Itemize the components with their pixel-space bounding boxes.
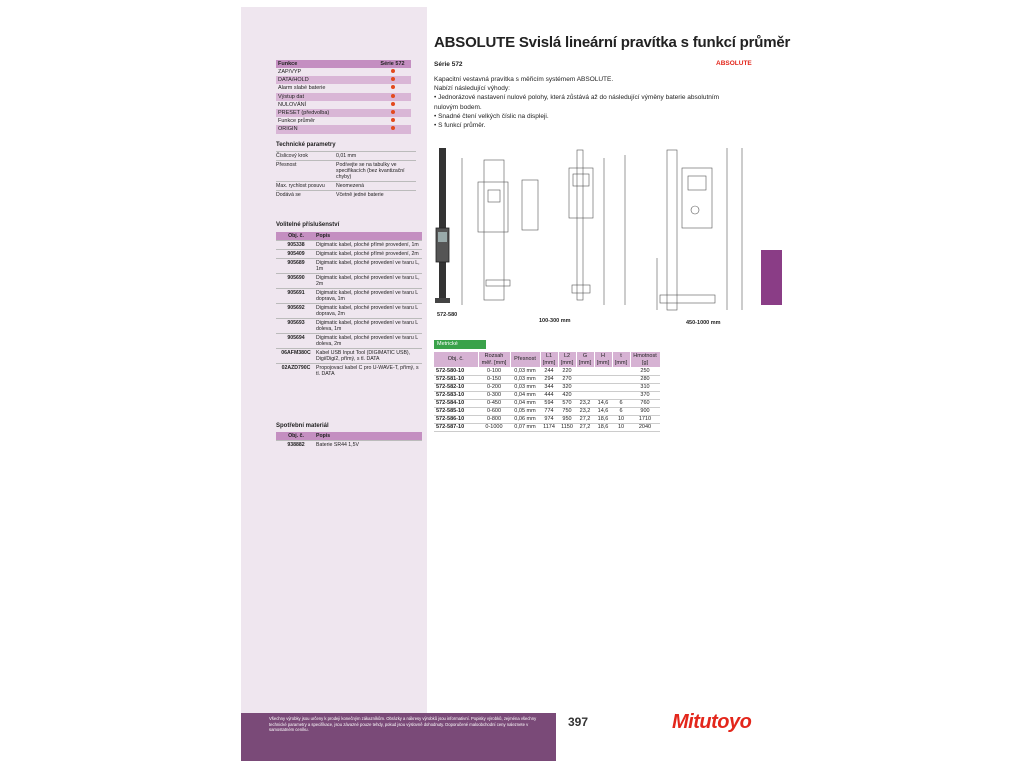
spec-cell: 344 [540, 383, 558, 391]
accessory-code: 905689 [287, 260, 305, 266]
spec-cell: 0-300 [478, 391, 510, 399]
spec-cell: 10 [612, 415, 630, 423]
accessories-header [276, 232, 422, 240]
spec-row [434, 399, 660, 407]
spec-cell: 974 [540, 415, 558, 423]
spec-cell: 0-600 [478, 407, 510, 415]
function-label: Výstup dat [278, 93, 304, 100]
function-row [276, 68, 411, 76]
accessory-code: 905409 [287, 251, 305, 257]
spec-cell: 14,6 [594, 407, 612, 415]
accessory-code: 905693 [287, 320, 305, 326]
spec-cell: 320 [558, 383, 576, 391]
checkmark-dot-icon [391, 118, 395, 122]
accessory-desc: Digimatic kabel, ploché provedení ve tvaru L doleva, 1m [316, 320, 418, 332]
spec-cell: 750 [558, 407, 576, 415]
spec-cell: 1710 [630, 415, 660, 423]
accessory-desc: Digimatic kabel, ploché provedení ve tvaru L doprava, 1m [316, 290, 418, 302]
function-row [276, 117, 411, 125]
spec-cell: 370 [630, 391, 660, 399]
spec-cell: 18,6 [594, 415, 612, 423]
spec-cell: 572-586-10 [434, 415, 478, 423]
spec-cell: 572-583-10 [434, 391, 478, 399]
spec-cell: 570 [558, 399, 576, 407]
functions-table [276, 60, 411, 134]
accessory-desc: Propojovací kabel C pro U-WAVE-T, přímý, s tl. DATA [316, 365, 419, 377]
spec-cell: 294 [540, 375, 558, 383]
checkmark-dot-icon [391, 85, 395, 89]
spec-cell: 420 [558, 391, 576, 399]
accessory-code: 905691 [287, 290, 305, 296]
checkmark-dot-icon [391, 102, 395, 106]
spec-cell: 572-580-10 [434, 367, 478, 375]
caption-photo: 572-580 [437, 312, 458, 318]
feature-list [434, 93, 724, 130]
spec-cell: 0-100 [478, 367, 510, 375]
function-row [276, 93, 411, 101]
accessory-desc: Digimatic kabel, ploché přímé provedení, 2m [316, 251, 419, 257]
spec-cell: 1150 [558, 423, 576, 431]
consumables-table [276, 432, 422, 449]
drawing-450-1000 [657, 148, 742, 310]
functions-header [276, 60, 411, 68]
spec-cell: 0,04 mm [510, 399, 540, 407]
spec-cell [612, 375, 630, 383]
tech-key: Číslicový krok [276, 153, 308, 159]
tech-value: Neomezená [336, 183, 364, 189]
spec-row [434, 407, 660, 415]
tech-row [276, 190, 416, 199]
function-label: DATA/HOLD [278, 77, 309, 84]
function-label: Alarm slabé baterie [278, 85, 326, 92]
spec-cell [594, 383, 612, 391]
spec-header: Přesnost [510, 352, 540, 367]
spec-cell: 0-150 [478, 375, 510, 383]
spec-cell: 0,06 mm [510, 415, 540, 423]
accessory-code: 905690 [287, 275, 305, 281]
spec-row [434, 375, 660, 383]
spec-cell: 572-581-10 [434, 375, 478, 383]
feature-item: • Snadné čtení velkých číslic na displeji. [434, 112, 724, 121]
accessory-row [276, 240, 422, 249]
caption-drawing-450-1000: 450-1000 mm [686, 320, 721, 326]
spec-cell: 23,2 [576, 399, 594, 407]
tech-key: Max. rychlost posuvu [276, 183, 325, 189]
tech-title: Technické parametry [276, 142, 336, 148]
accessory-row [276, 333, 422, 348]
tech-value: Včetně jedné baterie [336, 192, 384, 198]
spec-cell [594, 375, 612, 383]
checkmark-dot-icon [391, 77, 395, 81]
drawing-100-300 [462, 150, 625, 305]
spec-header: Hmotnost [g] [630, 352, 660, 367]
function-label: PRESET (předvolba) [278, 110, 330, 117]
accessories-title: Volitelné příslušenství [276, 222, 340, 228]
spec-cell: 10 [612, 423, 630, 431]
consumables-header [276, 432, 422, 440]
spec-header: Obj. č. [434, 352, 478, 367]
spec-cell [594, 391, 612, 399]
function-row [276, 76, 411, 84]
accessory-row [276, 258, 422, 273]
consumables-col-code: Obj. č. [288, 433, 304, 439]
tech-value: 0,01 mm [336, 153, 357, 159]
consumable-code: 938882 [287, 442, 305, 448]
accessory-desc: Digimatic kabel, ploché provedení ve tvaru L doleva, 2m [316, 335, 418, 347]
section-tab [761, 250, 782, 305]
spec-cell: 0,03 mm [510, 375, 540, 383]
function-label: ORIGIN [278, 126, 298, 133]
accessories-col-code: Obj. č. [288, 233, 304, 239]
accessories-col-desc: Popis [316, 233, 331, 239]
accessory-desc: Digimatic kabel, ploché přímé provedení, 1m [316, 242, 419, 248]
accessory-row [276, 348, 422, 363]
function-row [276, 125, 411, 133]
spec-cell: 270 [558, 375, 576, 383]
spec-cell: 220 [558, 367, 576, 375]
description [434, 75, 724, 130]
spec-cell: 0,04 mm [510, 391, 540, 399]
checkmark-dot-icon [391, 110, 395, 114]
spec-cell: 0,07 mm [510, 423, 540, 431]
description-line: Kapacitní vestavná pravítka s měřicím systémem ABSOLUTE. [434, 76, 614, 83]
tech-key: Dodává se [276, 192, 301, 198]
function-label: Funkce průměr [278, 118, 315, 125]
spec-cell: 0,05 mm [510, 407, 540, 415]
absolute-logo: ABSOLUTE [716, 60, 752, 67]
accessory-desc: Digimatic kabel, ploché provedení ve tvaru L, 1m [316, 260, 420, 272]
spec-row [434, 423, 660, 431]
tech-table [276, 151, 416, 199]
product-photo [435, 148, 450, 303]
spec-cell: 280 [630, 375, 660, 383]
functions-col-label: Funkce [278, 61, 298, 67]
spec-header: G [mm] [576, 352, 594, 367]
spec-cell: 572-582-10 [434, 383, 478, 391]
spec-header: t [mm] [612, 352, 630, 367]
spec-cell: 444 [540, 391, 558, 399]
function-row [276, 101, 411, 109]
accessory-row [276, 318, 422, 333]
accessory-desc: Digimatic kabel, ploché provedení ve tvaru L, 2m [316, 275, 420, 287]
accessory-code: 905338 [287, 242, 305, 248]
spec-cell: 0,03 mm [510, 367, 540, 375]
accessory-code: 06AFM380C [281, 350, 311, 356]
checkmark-dot-icon [391, 94, 395, 98]
feature-item: • Jednorázové nastavení nulové polohy, která zůstává až do následující výměny baterie absolutním nulovým bodem. [434, 93, 724, 111]
spec-cell [612, 391, 630, 399]
spec-cell: 2040 [630, 423, 660, 431]
spec-cell: 310 [630, 383, 660, 391]
accessory-desc: Digimatic kabel, ploché provedení ve tvaru L doprava, 2m [316, 305, 418, 317]
tech-row [276, 151, 416, 160]
tech-key: Přesnost [276, 162, 297, 168]
footer-disclaimer: Všechny výrobky jsou určeny k prodeji konečným zákazníkům. Obrázky a nákresy výrobků jsou informativní. Popisky výrobků, zejména všechny technické parametry a specifikace, jsou závazné pouze tehdy, pokud jsou výslovně dohodnuty. Doporučené maloobchodní ceny naleznete v samostatném ceníku. [241, 713, 556, 761]
accessory-row [276, 363, 422, 378]
consumables-col-desc: Popis [316, 433, 331, 439]
feature-item: • S funkcí průměr. [434, 121, 724, 130]
spec-cell: 250 [630, 367, 660, 375]
description-line: Nabízí následující výhody: [434, 85, 510, 93]
accessories-table [276, 232, 422, 378]
spec-cell [576, 391, 594, 399]
spec-row [434, 415, 660, 423]
spec-cell [612, 383, 630, 391]
checkmark-dot-icon [391, 126, 395, 130]
spec-header: L1 [mm] [540, 352, 558, 367]
spec-cell [612, 367, 630, 375]
spec-cell: 572-584-10 [434, 399, 478, 407]
spec-cell: 27,2 [576, 423, 594, 431]
accessory-row [276, 273, 422, 288]
spec-cell: 594 [540, 399, 558, 407]
spec-cell: 572-585-10 [434, 407, 478, 415]
spec-cell [576, 383, 594, 391]
spec-cell: 14,6 [594, 399, 612, 407]
spec-cell: 0-200 [478, 383, 510, 391]
spec-row [434, 383, 660, 391]
spec-cell: 0-800 [478, 415, 510, 423]
page-title: ABSOLUTE Svislá lineární pravítka s funkcí průměr [434, 34, 791, 51]
accessory-code: 02AZD790C [281, 365, 311, 371]
spec-cell: 900 [630, 407, 660, 415]
spec-cell [576, 367, 594, 375]
spec-cell: 950 [558, 415, 576, 423]
spec-header: L2 [mm] [558, 352, 576, 367]
spec-row [434, 367, 660, 375]
spec-header: Rozsah měř. [mm] [478, 352, 510, 367]
consumable-desc: Baterie SR44 1,5V [316, 442, 359, 448]
tech-value: Podívejte se na tabulky ve specifikacích (bez kvantizační chyby) [336, 162, 405, 180]
page-number: 397 [568, 715, 589, 729]
spec-cell: 23,2 [576, 407, 594, 415]
tech-row [276, 160, 416, 181]
spec-cell: 27,2 [576, 415, 594, 423]
technical-drawings [432, 140, 762, 330]
spec-cell: 572-587-10 [434, 423, 478, 431]
accessory-row [276, 288, 422, 303]
spec-cell: 6 [612, 407, 630, 415]
consumables-title: Spotřební materiál [276, 423, 329, 429]
series-label: Série 572 [434, 61, 463, 68]
spec-cell: 0,03 mm [510, 383, 540, 391]
mitutoyo-logo: Mitutoyo [672, 711, 752, 733]
spec-cell: 18,6 [594, 423, 612, 431]
spec-cell: 0-450 [478, 399, 510, 407]
spec-cell: 1174 [540, 423, 558, 431]
caption-drawing-100-300: 100-300 mm [539, 318, 571, 324]
function-label: NULOVÁNÍ [278, 101, 307, 108]
spec-cell: 6 [612, 399, 630, 407]
spec-header-row [434, 352, 660, 367]
spec-table [434, 352, 661, 432]
spec-cell [576, 375, 594, 383]
function-row [276, 109, 411, 117]
spec-cell: 0-1000 [478, 423, 510, 431]
spec-header: H [mm] [594, 352, 612, 367]
tech-row [276, 181, 416, 190]
accessory-code: 905694 [287, 335, 305, 341]
spec-cell: 760 [630, 399, 660, 407]
functions-col-series: Série 572 [380, 61, 405, 67]
metric-label: Metrické [434, 340, 486, 349]
checkmark-dot-icon [391, 69, 395, 73]
accessory-row [276, 303, 422, 318]
consumable-row [276, 440, 422, 449]
accessory-row [276, 249, 422, 258]
spec-cell [594, 367, 612, 375]
accessory-code: 905692 [287, 305, 305, 311]
spec-cell: 774 [540, 407, 558, 415]
function-row [276, 84, 411, 92]
accessory-desc: Kabel USB Input Tool (DIGIMATIC USB), Digi/Digi2, přímý, s tl. DATA [316, 350, 411, 362]
function-label: ZAP/VYP [278, 69, 302, 76]
spec-cell: 244 [540, 367, 558, 375]
spec-row [434, 391, 660, 399]
